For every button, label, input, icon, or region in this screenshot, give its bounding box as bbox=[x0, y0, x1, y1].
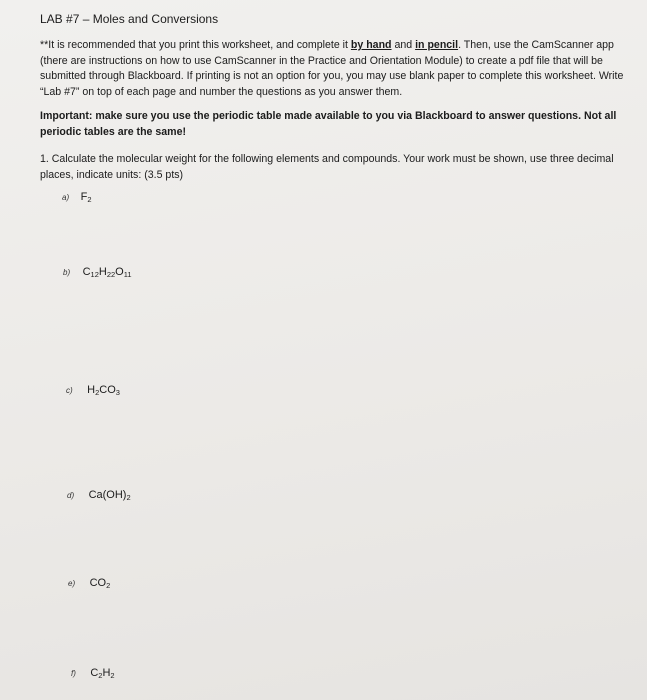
formula-subscript: 12 bbox=[90, 270, 99, 279]
formula-text: Ca(OH) bbox=[88, 489, 127, 501]
formula-subscript: 2 bbox=[106, 581, 111, 590]
formula-subscript: 3 bbox=[115, 388, 120, 397]
page-title: LAB #7 – Moles and Conversions bbox=[40, 12, 219, 26]
question-1: 1. Calculate the molecular weight for the following elements and compounds. Your work must be shown, use three decimal places, indicate units: (3.5 pts) bbox=[40, 153, 614, 181]
item-letter: b) bbox=[63, 268, 71, 277]
important-note: Important: make sure you use the periodic table made available to you via Blackboard to answer questions. Not all periodic tables are the same! bbox=[40, 110, 617, 138]
item-b bbox=[63, 262, 132, 280]
item-a bbox=[62, 187, 91, 205]
item-letter: e) bbox=[68, 579, 76, 588]
formula-text: H bbox=[98, 266, 107, 278]
formula-subscript: 2 bbox=[95, 388, 100, 397]
formula-text: F bbox=[80, 191, 88, 203]
by-hand-emphasis: by hand bbox=[350, 39, 392, 51]
formula-text: O bbox=[115, 266, 124, 278]
item-f bbox=[71, 663, 115, 681]
instructions-and: and bbox=[391, 39, 416, 51]
formula-text: C bbox=[82, 266, 91, 278]
item-d bbox=[67, 485, 131, 503]
formula-subscript: 2 bbox=[98, 671, 103, 680]
formula-text: H bbox=[102, 667, 111, 679]
formula-text: CO bbox=[99, 384, 116, 396]
item-letter: d) bbox=[67, 491, 75, 500]
item-formula bbox=[87, 384, 120, 396]
item-formula bbox=[90, 667, 114, 679]
item-c bbox=[66, 380, 120, 398]
item-formula bbox=[83, 266, 132, 278]
formula-subscript: 22 bbox=[106, 270, 116, 279]
item-formula bbox=[89, 489, 131, 501]
formula-text: CO bbox=[89, 577, 107, 589]
item-e bbox=[68, 573, 110, 591]
in-pencil-emphasis: in pencil bbox=[415, 39, 459, 51]
formula-text: H bbox=[87, 384, 96, 396]
formula-subscript: 2 bbox=[87, 195, 92, 204]
formula-subscript: 2 bbox=[110, 671, 115, 680]
item-letter: c) bbox=[66, 386, 73, 395]
formula-subscript: 11 bbox=[123, 270, 132, 279]
formula-subscript: 2 bbox=[126, 493, 131, 502]
item-letter: a) bbox=[62, 193, 70, 202]
instructions-rest: . Then, use the CamScanner app (there are instructions on how to use CamScanner in the Practice and Orientation Module) to create a pdf file that will be submitted through Blackboard. If printing is not an option for you, you may use blank paper to complete this worksheet. Write “Lab #7” on top of each page and number the questions as you answer them. bbox=[40, 39, 624, 98]
item-formula bbox=[90, 577, 111, 589]
formula-text: C bbox=[90, 667, 99, 679]
item-formula bbox=[81, 191, 92, 203]
instructions-prefix: **It is recommended that you print this worksheet, and complete it bbox=[40, 39, 351, 51]
instructions-paragraph bbox=[40, 38, 625, 100]
item-letter: f) bbox=[71, 669, 76, 678]
